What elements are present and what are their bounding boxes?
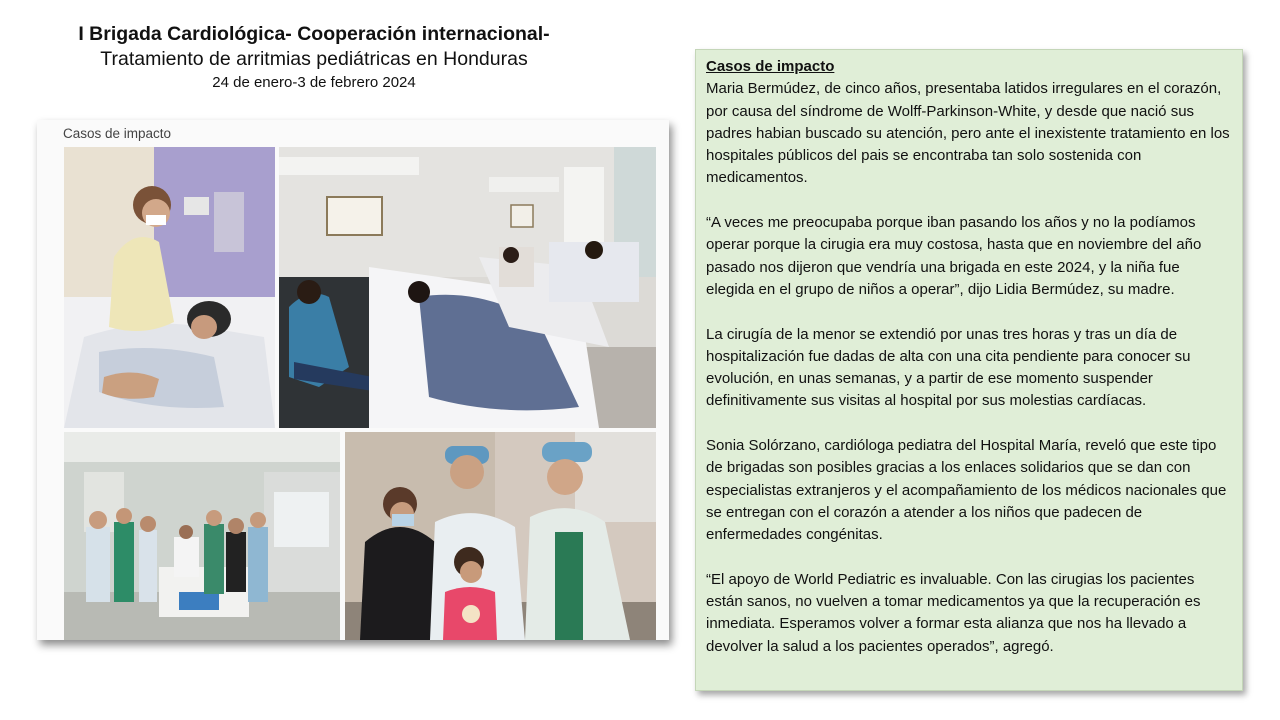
nurse-attending-girl-in-bed-photo <box>64 147 275 428</box>
medical-team-group-photo <box>64 432 340 640</box>
article-heading: Casos de impacto <box>706 58 835 75</box>
page-subtitle: Tratamiento de arritmias pediátricas en Honduras <box>100 48 528 70</box>
hospital-ward-with-patients-photo <box>279 147 656 428</box>
photo-collage <box>37 120 669 640</box>
article-paragraph-3: La cirugía de la menor se extendió por unas tres horas y tras un día de hospitalización fue dadas de alta con una cita pendiente para conocer su evolución, en unas semanas, y a partir de ese momento suspender definitivamente sus visitas al hospital por sus molestias cardíacas. <box>706 325 1191 410</box>
header <box>40 22 588 93</box>
doctors-with-family-photo <box>345 432 656 640</box>
article-paragraph-1: Maria Bermúdez, de cinco años, presentaba latidos irregulares en el corazón, por causa del síndrome de Wolff-Parkinson-White, y desde que nació sus padres habian buscado su atención, pero ante el inexistente tratamiento en los hospitales públicos del pais se encontraba tan solo sostenida con medicamentos. <box>706 80 1230 187</box>
article-paragraph-4: Sonia Solórzano, cardióloga pediatra del Hospital María, reveló que este tipo de brigadas son posibles gracias a los enlaces solidarios que se dan con especialistas extranjeros y el acompañamiento de los médicos nacionales que se entregan con el corazón a atender a los niños que padecen de enfermedades congénitas. <box>706 437 1227 544</box>
page-title: I Brigada Cardiológica- Cooperación internacional- <box>78 23 550 45</box>
article-paragraph-5: “El apoyo de World Pediatric es invaluable. Con las cirugias los pacientes están sanos, no vuelven a tomar medicamentos ya que la recuperación es inmediata. Esperamos volver a formar esta alianza que nos ha llevado a devolver la salud a los pacientes operados”, agregó. <box>706 570 1201 655</box>
collage-caption: Casos de impacto <box>63 126 172 141</box>
article-textbox <box>695 49 1243 691</box>
article-paragraph-2: “A veces me preocupaba porque iban pasando los años y no la podíamos operar porque la cirugia era muy costosa, hasta que en noviembre del año pasado nos dijeron que vendría una brigada en este 2024, y la niña fue elegida en el grupo de niños a operar”, dijo Lidia Bermúdez, su madre. <box>706 214 1202 298</box>
page-dates: 24 de enero-3 de febrero 2024 <box>212 74 416 91</box>
